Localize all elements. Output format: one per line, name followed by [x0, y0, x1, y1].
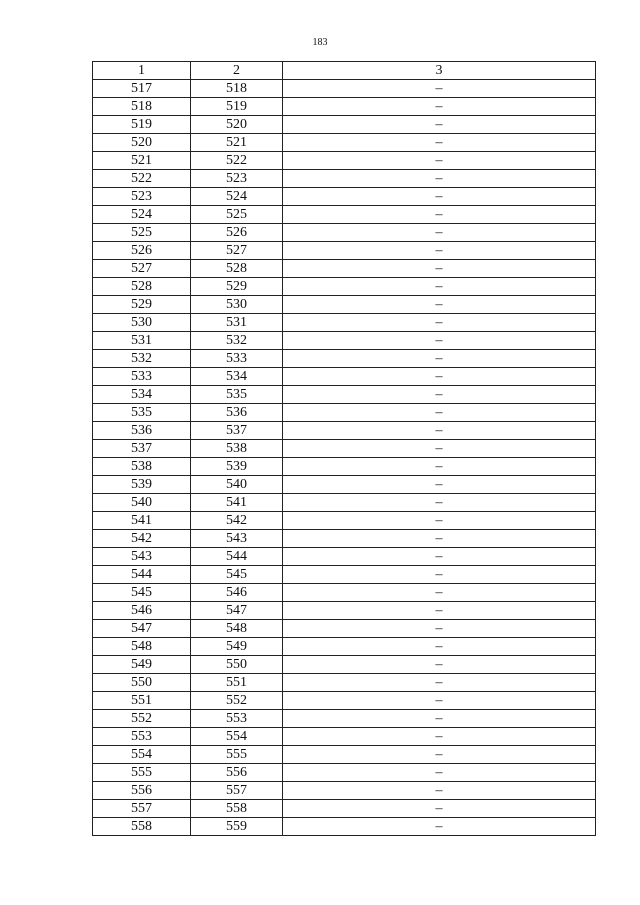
table-row [93, 134, 596, 152]
table-row [93, 692, 596, 710]
table-cell-col-3: – [283, 494, 596, 512]
table-cell-col-1: 545 [93, 584, 191, 602]
table-row [93, 332, 596, 350]
table-cell-col-2: 534 [191, 368, 283, 386]
column-header-1: 1 [93, 62, 191, 80]
table-cell-col-3: – [283, 314, 596, 332]
table-cell-col-2: 537 [191, 422, 283, 440]
column-header-2: 2 [191, 62, 283, 80]
table-row [93, 260, 596, 278]
table-cell-col-2: 539 [191, 458, 283, 476]
table-row [93, 800, 596, 818]
table-cell-col-1: 530 [93, 314, 191, 332]
table-cell-col-3: – [283, 242, 596, 260]
table-cell-col-3: – [283, 800, 596, 818]
table-cell-col-3: – [283, 746, 596, 764]
table-row [93, 188, 596, 206]
table-cell-col-1: 524 [93, 206, 191, 224]
table-cell-col-2: 531 [191, 314, 283, 332]
table-cell-col-1: 538 [93, 458, 191, 476]
data-table [92, 61, 596, 836]
table-cell-col-2: 553 [191, 710, 283, 728]
table-row [93, 98, 596, 116]
table-row [93, 296, 596, 314]
table-row [93, 746, 596, 764]
table-cell-col-2: 558 [191, 800, 283, 818]
table-cell-col-3: – [283, 152, 596, 170]
table-cell-col-3: – [283, 602, 596, 620]
table-row [93, 458, 596, 476]
table-cell-col-3: – [283, 170, 596, 188]
table-cell-col-3: – [283, 548, 596, 566]
table-cell-col-1: 554 [93, 746, 191, 764]
table-cell-col-1: 522 [93, 170, 191, 188]
table-cell-col-1: 536 [93, 422, 191, 440]
table-cell-col-2: 527 [191, 242, 283, 260]
table-row [93, 512, 596, 530]
table-row [93, 116, 596, 134]
table-row [93, 674, 596, 692]
table-cell-col-2: 541 [191, 494, 283, 512]
page-number: 183 [312, 37, 328, 48]
table-cell-col-2: 535 [191, 386, 283, 404]
table-cell-col-3: – [283, 224, 596, 242]
table-cell-col-2: 533 [191, 350, 283, 368]
table-cell-col-1: 521 [93, 152, 191, 170]
table-cell-col-1: 557 [93, 800, 191, 818]
table-cell-col-1: 556 [93, 782, 191, 800]
table-header [93, 62, 596, 80]
table-cell-col-1: 555 [93, 764, 191, 782]
table-row [93, 242, 596, 260]
table-cell-col-1: 519 [93, 116, 191, 134]
table-cell-col-2: 530 [191, 296, 283, 314]
table-row [93, 818, 596, 836]
table-cell-col-3: – [283, 710, 596, 728]
table-cell-col-3: – [283, 368, 596, 386]
table-cell-col-1: 543 [93, 548, 191, 566]
table-cell-col-1: 549 [93, 656, 191, 674]
table-cell-col-2: 523 [191, 170, 283, 188]
table-cell-col-3: – [283, 638, 596, 656]
table-cell-col-1: 518 [93, 98, 191, 116]
table-row [93, 80, 596, 98]
table-cell-col-2: 520 [191, 116, 283, 134]
table-cell-col-3: – [283, 458, 596, 476]
table-cell-col-3: – [283, 512, 596, 530]
table-row [93, 602, 596, 620]
table-cell-col-2: 522 [191, 152, 283, 170]
header-row [93, 62, 596, 80]
table-cell-col-3: – [283, 206, 596, 224]
table-row [93, 440, 596, 458]
table-cell-col-1: 546 [93, 602, 191, 620]
table-cell-col-2: 555 [191, 746, 283, 764]
table-cell-col-3: – [283, 116, 596, 134]
table-row [93, 710, 596, 728]
table-cell-col-3: – [283, 656, 596, 674]
table-cell-col-1: 542 [93, 530, 191, 548]
table-cell-col-1: 539 [93, 476, 191, 494]
table-cell-col-2: 550 [191, 656, 283, 674]
table-row [93, 530, 596, 548]
table-cell-col-3: – [283, 386, 596, 404]
table-cell-col-3: – [283, 530, 596, 548]
table-cell-col-3: – [283, 440, 596, 458]
table-row [93, 782, 596, 800]
table-cell-col-3: – [283, 350, 596, 368]
table-cell-col-2: 551 [191, 674, 283, 692]
table-cell-col-2: 545 [191, 566, 283, 584]
table-cell-col-2: 557 [191, 782, 283, 800]
table-row [93, 314, 596, 332]
table-row [93, 656, 596, 674]
table-row [93, 152, 596, 170]
table-cell-col-3: – [283, 80, 596, 98]
table-row [93, 638, 596, 656]
table-cell-col-3: – [283, 674, 596, 692]
table-cell-col-3: – [283, 422, 596, 440]
table-cell-col-1: 553 [93, 728, 191, 746]
table-cell-col-3: – [283, 782, 596, 800]
table-cell-col-2: 519 [191, 98, 283, 116]
table-cell-col-3: – [283, 764, 596, 782]
table-row [93, 476, 596, 494]
table-cell-col-1: 528 [93, 278, 191, 296]
table-cell-col-1: 527 [93, 260, 191, 278]
table-row [93, 404, 596, 422]
table-cell-col-3: – [283, 818, 596, 836]
table-row [93, 620, 596, 638]
table-cell-col-2: 536 [191, 404, 283, 422]
table-cell-col-3: – [283, 278, 596, 296]
table-body [93, 80, 596, 836]
table-cell-col-1: 535 [93, 404, 191, 422]
table-cell-col-3: – [283, 620, 596, 638]
table-cell-col-2: 525 [191, 206, 283, 224]
table-cell-col-1: 523 [93, 188, 191, 206]
table-cell-col-2: 554 [191, 728, 283, 746]
table-cell-col-1: 548 [93, 638, 191, 656]
table-cell-col-3: – [283, 134, 596, 152]
table-cell-col-1: 529 [93, 296, 191, 314]
table-cell-col-1: 558 [93, 818, 191, 836]
table-cell-col-3: – [283, 188, 596, 206]
table-cell-col-1: 525 [93, 224, 191, 242]
table-cell-col-2: 538 [191, 440, 283, 458]
table-row [93, 728, 596, 746]
table-cell-col-3: – [283, 332, 596, 350]
table-cell-col-3: – [283, 296, 596, 314]
table-cell-col-1: 526 [93, 242, 191, 260]
table-row [93, 206, 596, 224]
table-cell-col-2: 526 [191, 224, 283, 242]
table-cell-col-2: 524 [191, 188, 283, 206]
table-cell-col-3: – [283, 476, 596, 494]
table-cell-col-1: 551 [93, 692, 191, 710]
table-cell-col-2: 518 [191, 80, 283, 98]
table-cell-col-2: 542 [191, 512, 283, 530]
table-cell-col-2: 540 [191, 476, 283, 494]
table-cell-col-2: 544 [191, 548, 283, 566]
table-cell-col-2: 559 [191, 818, 283, 836]
table-cell-col-1: 534 [93, 386, 191, 404]
table-cell-col-3: – [283, 98, 596, 116]
table-cell-col-1: 533 [93, 368, 191, 386]
table-row [93, 386, 596, 404]
table-cell-col-2: 543 [191, 530, 283, 548]
table-row [93, 566, 596, 584]
table-row [93, 494, 596, 512]
column-header-3: 3 [283, 62, 596, 80]
table-cell-col-3: – [283, 404, 596, 422]
table-cell-col-1: 540 [93, 494, 191, 512]
table-cell-col-2: 547 [191, 602, 283, 620]
table-cell-col-2: 532 [191, 332, 283, 350]
table-cell-col-3: – [283, 692, 596, 710]
table-row [93, 170, 596, 188]
table-cell-col-3: – [283, 584, 596, 602]
table-row [93, 422, 596, 440]
table-row [93, 224, 596, 242]
table-cell-col-2: 552 [191, 692, 283, 710]
table-row [93, 584, 596, 602]
table-cell-col-3: – [283, 260, 596, 278]
table-cell-col-2: 528 [191, 260, 283, 278]
table-cell-col-3: – [283, 728, 596, 746]
table-cell-col-1: 547 [93, 620, 191, 638]
table-cell-col-2: 529 [191, 278, 283, 296]
table-cell-col-2: 521 [191, 134, 283, 152]
table-cell-col-2: 548 [191, 620, 283, 638]
table-cell-col-1: 531 [93, 332, 191, 350]
table-row [93, 278, 596, 296]
table-row [93, 350, 596, 368]
table-row [93, 764, 596, 782]
table-cell-col-1: 517 [93, 80, 191, 98]
table-cell-col-1: 550 [93, 674, 191, 692]
table-cell-col-1: 541 [93, 512, 191, 530]
table-cell-col-1: 520 [93, 134, 191, 152]
table-row [93, 548, 596, 566]
table-cell-col-2: 549 [191, 638, 283, 656]
table-cell-col-1: 552 [93, 710, 191, 728]
table-cell-col-2: 546 [191, 584, 283, 602]
table-cell-col-3: – [283, 566, 596, 584]
table-cell-col-1: 537 [93, 440, 191, 458]
table-row [93, 368, 596, 386]
table-cell-col-1: 544 [93, 566, 191, 584]
table-cell-col-2: 556 [191, 764, 283, 782]
table-cell-col-1: 532 [93, 350, 191, 368]
